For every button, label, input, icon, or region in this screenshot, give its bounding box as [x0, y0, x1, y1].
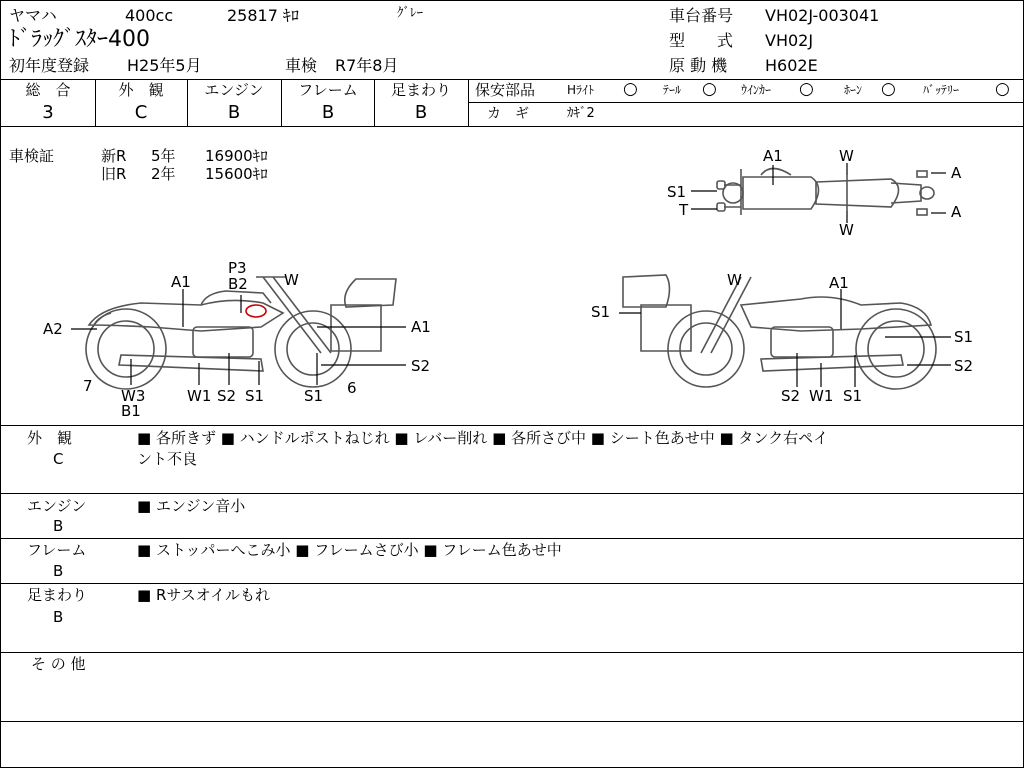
grade-value-overall: 3: [42, 102, 54, 123]
diagram-label: S1: [245, 387, 265, 405]
diagram-label: S2: [781, 387, 801, 405]
section-grade: B: [53, 608, 64, 626]
section-label: 外 観: [27, 429, 73, 447]
section-label: フレーム: [27, 541, 87, 559]
section-divider: [1, 652, 1023, 653]
first-registration-value: H25年5月: [127, 56, 202, 75]
section-divider: [1, 538, 1023, 539]
diagram-label: S1: [304, 387, 324, 405]
grade-label-overall: 総 合: [25, 81, 71, 99]
grade-value-exterior: C: [134, 102, 148, 123]
model-name: ﾄﾞﾗｯｸﾞｽﾀｰ400: [9, 27, 150, 52]
diagram-label: S2: [411, 357, 431, 375]
displacement: 400cc: [125, 6, 174, 25]
safety-mark-headlight: ○: [623, 79, 638, 99]
section-remarks: ■ ストッパーへこみ小 ■ フレームさび小 ■ フレーム色あせ中: [137, 541, 562, 559]
diagram-label: A1: [829, 274, 849, 292]
safety-item-tail: ﾃｰﾙ: [663, 83, 682, 97]
grade-divider: [187, 79, 188, 126]
diagram-label: S1: [843, 387, 863, 405]
diagram-label: W: [839, 147, 854, 165]
grade-value-frame: B: [321, 102, 335, 123]
section-label: エンジン: [27, 497, 87, 515]
diagram-label: W1: [187, 387, 212, 405]
safety-item-headlight: Hﾗｲﾄ: [567, 83, 595, 97]
diagram-label: W: [284, 271, 299, 289]
diagram-label: W1: [809, 387, 834, 405]
section-label: そ の 他: [31, 655, 86, 673]
inspection-label: 車検: [285, 56, 318, 75]
grade-divider: [281, 79, 282, 126]
grade-label-frame: フレーム: [298, 81, 358, 99]
diagram-label: A1: [411, 318, 431, 336]
certificate-price-new: 16900ｷﾛ: [205, 147, 268, 165]
grade-label-engine: エンジン: [204, 81, 264, 99]
certificate-years-new: 5年: [151, 147, 176, 165]
grade-label-exterior: 外 観: [118, 81, 164, 99]
damage-mark: [246, 305, 266, 317]
section-grade: B: [53, 517, 64, 535]
safety-item-horn: ﾎｰﾝ: [844, 83, 863, 97]
diagram-label: B1: [121, 402, 141, 420]
section-remarks: ■ 各所きず ■ ハンドルポストねじれ ■ レバー削れ ■ 各所さび中 ■ シート色あせ中 ■ タンク右ペイ: [137, 429, 829, 447]
certificate-type-new: 新R: [101, 147, 127, 165]
diagram-label: 7: [83, 377, 93, 395]
color: ｸﾞﾚｰ: [397, 6, 423, 21]
section-remarks: ■ Rサスオイルもれ: [137, 586, 271, 604]
key-row-divider: [468, 102, 1023, 103]
diagram-label: P3: [228, 259, 247, 277]
type-label: 型 式: [669, 31, 734, 50]
frame-number-label: 車台番号: [669, 6, 734, 25]
certificate-type-old: 旧R: [101, 165, 127, 183]
section-grade: C: [53, 450, 64, 468]
diagram-label: S2: [954, 357, 974, 375]
grade-divider: [468, 79, 469, 126]
right-side-motorcycle: [623, 275, 936, 389]
maker: ヤマハ: [9, 6, 57, 25]
safety-mark-tail: ○: [702, 79, 717, 99]
section-divider: [1, 493, 1023, 494]
grade-label-suspension: 足まわり: [390, 81, 451, 99]
diagram-label: S1: [954, 328, 974, 346]
grade-table-top-border: [1, 79, 1023, 80]
certificate-years-old: 2年: [151, 165, 176, 183]
remarks-top-border: [1, 425, 1023, 426]
section-grade: B: [53, 562, 64, 580]
grade-value-suspension: B: [414, 102, 428, 123]
grade-value-engine: B: [227, 102, 241, 123]
diagram-label: S1: [591, 303, 611, 321]
engine-model-value: H602E: [765, 56, 818, 75]
grade-divider: [374, 79, 375, 126]
inspection-value: R7年8月: [335, 56, 399, 75]
type-value: VH02J: [765, 31, 814, 50]
diagram-label: W: [839, 221, 854, 239]
diagram-label: B2: [228, 275, 248, 293]
top-view-motorcycle: [717, 169, 934, 216]
safety-parts-label: 保安部品: [475, 81, 536, 99]
damage-diagram: [1, 127, 1023, 425]
safety-item-battery: ﾊﾞｯﾃﾘｰ: [923, 83, 960, 97]
safety-mark-battery: ○: [995, 79, 1010, 99]
first-registration-label: 初年度登録: [9, 56, 90, 75]
diagram-label: S1: [667, 183, 687, 201]
diagram-label: T: [679, 201, 689, 219]
diagram-label: S2: [217, 387, 237, 405]
mileage: 25817 ｷﾛ: [227, 6, 299, 25]
certificate-label: 車検証: [9, 147, 55, 165]
section-label: 足まわり: [27, 586, 88, 604]
section-remarks: ■ エンジン音小: [137, 497, 246, 515]
certificate-price-old: 15600ｷﾛ: [205, 165, 268, 183]
section-divider: [1, 721, 1023, 722]
key-label: カ ギ: [487, 106, 529, 122]
diagram-label: A: [951, 164, 962, 182]
key-value: ｶｷﾞ2: [567, 106, 595, 121]
safety-mark-horn: ○: [881, 79, 896, 99]
left-side-motorcycle: [86, 277, 396, 389]
section-remarks-continued: ント不良: [137, 450, 198, 468]
frame-number-value: VH02J-003041: [765, 6, 880, 25]
diagram-label: W: [727, 271, 742, 289]
diagram-label: W3: [121, 387, 146, 405]
safety-mark-winker: ○: [799, 79, 814, 99]
diagram-label: A2: [43, 320, 63, 338]
safety-item-winker: ｳｲﾝｶｰ: [741, 83, 772, 97]
section-divider: [1, 583, 1023, 584]
diagram-label: 6: [347, 379, 357, 397]
diagram-label: A1: [763, 147, 783, 165]
engine-model-label: 原 動 機: [669, 56, 728, 75]
diagram-label: A: [951, 203, 962, 221]
diagram-label: A1: [171, 273, 191, 291]
